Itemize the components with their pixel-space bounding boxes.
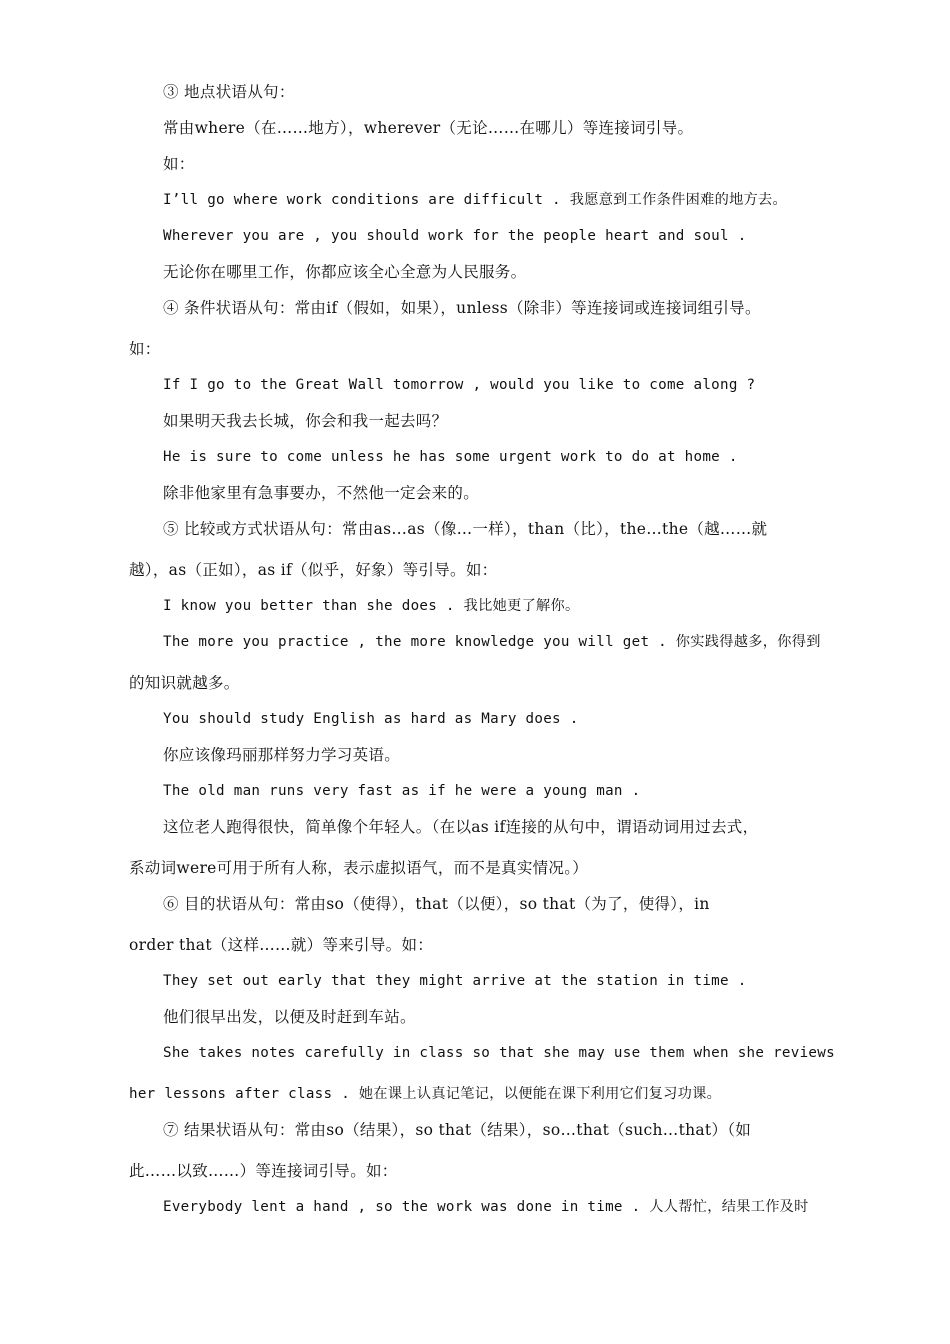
example-line: You should study English as hard as Mary does . xyxy=(163,711,579,727)
example-line: He is sure to come unless he has some urgent work to do at home . xyxy=(163,449,738,465)
heading-result-clause: ⑦ 结果状语从句：常由so（结果），so that（结果），so…that（such…that）（如 xyxy=(163,1121,752,1139)
translation-line: 他们很早出发，以便及时赶到车站。 xyxy=(163,1008,416,1026)
translation-line: 这位老人跑得很快，简单像个年轻人。（在以as if连接的从句中，谓语动词用过去式， xyxy=(163,818,759,836)
heading-comparison-clause: ⑤ 比较或方式状语从句：常由as…as（像…一样），than（比），the…the（越……就 xyxy=(163,520,768,538)
example-line: The old man runs very fast as if he were a young man . xyxy=(163,783,641,799)
example-line: The more you practice , the more knowledge you will get . 你实践得越多，你得到 xyxy=(163,634,821,650)
text-line: order that（这样……就）等来引导。如： xyxy=(129,936,434,954)
example-line: Wherever you are , you should work for the people heart and soul . xyxy=(163,228,747,244)
text-line: 如： xyxy=(163,155,195,173)
text-line: 越），as（正如），as if（似乎，好象）等引导。如： xyxy=(129,561,498,579)
example-line: If I go to the Great Wall tomorrow , would you like to come along ? xyxy=(163,377,756,393)
example-line: Everybody lent a hand , so the work was done in time . 人人帮忙，结果工作及时 xyxy=(163,1199,809,1215)
translation-line: 如果明天我去长城，你会和我一起去吗？ xyxy=(163,412,448,430)
translation-line: 你应该像玛丽那样努力学习英语。 xyxy=(163,746,401,764)
example-line: She takes notes carefully in class so that she may use them when she reviews xyxy=(163,1045,835,1061)
heading-purpose-clause: ⑥ 目的状语从句：常由so（使得），that（以便），so that（为了，使得），in xyxy=(163,895,710,913)
heading-place-clause: ③ 地点状语从句： xyxy=(163,83,295,101)
example-line: her lessons after class . 她在课上认真记笔记，以便能在课下利用它们复习功课。 xyxy=(129,1086,722,1102)
heading-condition-clause: ④ 条件状语从句：常由if（假如，如果），unless（除非）等连接词或连接词组引导。 xyxy=(163,299,761,317)
example-line: I know you better than she does . 我比她更了解你。 xyxy=(163,598,580,614)
text-line: 系动词were可用于所有人称，表示虚拟语气，而不是真实情况。） xyxy=(129,859,589,877)
translation-line: 除非他家里有急事要办，不然他一定会来的。 xyxy=(163,484,480,502)
text-line: 常由where（在……地方），wherever（无论……在哪儿）等连接词引导。 xyxy=(163,119,694,137)
example-line: They set out early that they might arrive at the station in time . xyxy=(163,973,747,989)
example-line: I’ll go where work conditions are difficult . 我愿意到工作条件困难的地方去。 xyxy=(163,192,788,208)
text-line: 如： xyxy=(129,340,161,358)
text-line: 此……以致……）等连接词引导。如： xyxy=(129,1162,398,1180)
translation-line: 的知识就越多。 xyxy=(129,674,240,692)
translation-line: 无论你在哪里工作，你都应该全心全意为人民服务。 xyxy=(163,263,527,281)
